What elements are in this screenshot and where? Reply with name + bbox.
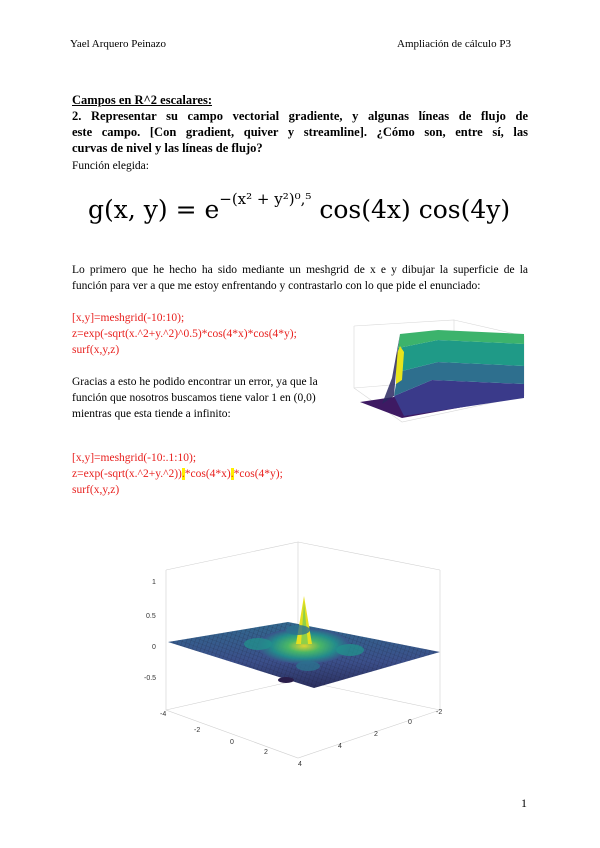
z-tick: 0 [152,644,156,651]
x-tick: -4 [160,711,167,718]
highlight-dot-2: . [230,468,234,480]
formula-lhs: g(x, y) = e [88,195,220,224]
code-1-line-2: z=exp(-sqrt(x.^2+y.^2)^0.5)*cos(4*x)*cos(4*y); [72,328,297,340]
y-tick: 2 [374,731,378,738]
page-number: 1 [521,796,527,810]
plot-2-ripple-right [336,644,364,656]
plot-2-ripple-left [244,638,272,650]
header-author: Yael Arquero Peinazo [70,38,167,50]
plot-2-ripple-front [296,661,320,671]
highlight-dot-1: . [181,468,185,480]
code-2-part-a: z=exp(-sqrt(x.^2+y.^2)) [72,468,182,480]
y-tick: 4 [338,743,342,750]
z-tick: 0.5 [146,613,156,620]
plot-2-trough [278,677,294,683]
surface-plot-2 [138,540,468,770]
code-1-line-3: surf(x,y,z) [72,344,120,356]
function-label: Función elegida: [72,160,149,172]
question-line-3: curvas de nivel y las líneas de flujo? [72,141,263,155]
y-tick: 0 [408,719,412,726]
code-2-part-b: *cos(4*x) [184,468,231,480]
code-2-line-2 [72,466,283,482]
surface-plot-1 [342,318,532,438]
code-2-line-3: surf(x,y,z) [72,484,120,496]
question-line-1: 2. Representar su campo vectorial gradiente, y algunas líneas de flujo de [72,109,528,123]
z-tick: -0.5 [144,675,157,682]
paragraph-2-line-2: función que nosotros buscamos tiene valor 1 en (0,0) [72,392,316,404]
paragraph-1-line-2: función para ver a que me estoy enfrentando y contrastarlo con lo que pide el enunciado: [72,280,481,292]
formula-exponent: −(x² + y²)⁰,⁵ [219,190,312,208]
question-line-2: este campo. [Con gradient, quiver y streamline]. ¿Cómo son, entre sí, las [72,125,528,139]
code-1-line-1: [x,y]=meshgrid(-10:10); [72,312,185,324]
paragraph-2-line-3: mientras que esta tiende a infinito: [72,408,231,420]
z-tick: 1 [152,579,156,586]
x-tick: 0 [230,739,234,746]
y-tick: -2 [436,709,443,716]
x-tick: 4 [298,761,302,768]
paragraph-1-line-1: Lo primero que he hecho ha sido mediante un meshgrid de x e y dibujar la superficie de la [72,264,528,276]
code-2-part-c: *cos(4*y); [233,468,283,480]
x-tick: -2 [194,727,201,734]
formula [88,190,510,224]
section-title: Campos en R^2 escalares: [72,93,213,107]
formula-rhs: cos(4x) cos(4y) [311,195,511,224]
code-2-line-1: [x,y]=meshgrid(-10:.1:10); [72,452,197,464]
header-course: Ampliación de cálculo P3 [397,38,511,50]
paragraph-2-line-1: Gracias a esto he podido encontrar un error, ya que la [72,376,318,388]
x-tick: 2 [264,749,268,756]
plot-2-ripple-back [286,625,310,635]
